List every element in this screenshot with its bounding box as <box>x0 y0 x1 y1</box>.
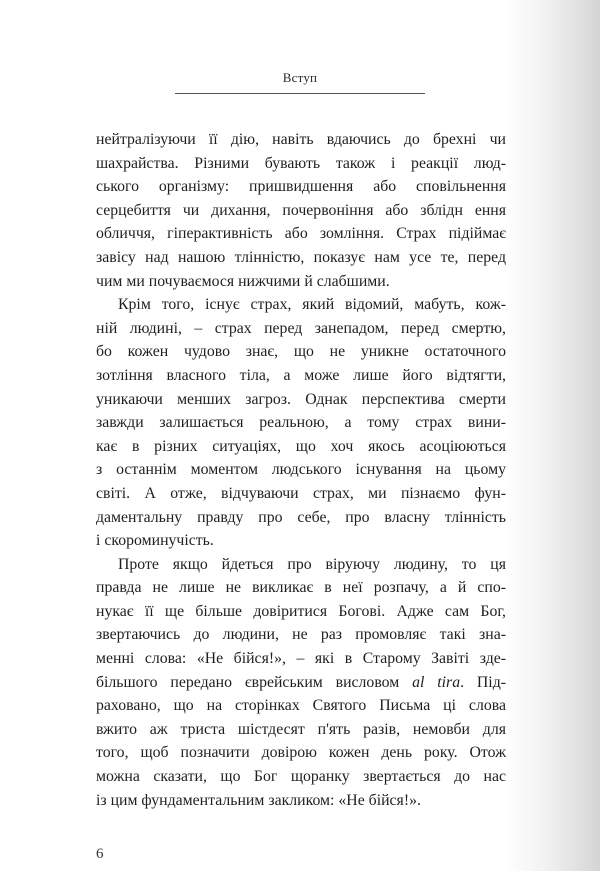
text-line: ній людині, – страх перед занепадом, перед смертю, <box>96 319 506 337</box>
text-line: кає в різних ситуаціях, що хоч якось асоціюються <box>96 437 506 455</box>
text-line: світі. А отже, відчуваючи страх, ми пізнаємо фун- <box>96 484 506 502</box>
text-line: уникаючи менших загроз. Однак перспектива смерти <box>96 390 506 408</box>
text-line: можна сказати, що Бог щоранку звертається до нас <box>96 768 506 786</box>
text-line: і скороминучість. <box>96 532 214 550</box>
text-line: завжди залишається реальною, а тому страх вини- <box>96 414 506 432</box>
text-line: обличчя, гіперактивність або зомління. Страх підіймає <box>96 225 506 243</box>
text-line: завісу над нашою тлінністю, показує нам усе те, перед <box>96 248 506 266</box>
paragraph-3 <box>96 553 506 813</box>
text-line: з останнім моментом людського існування на цьому <box>96 461 506 479</box>
text-line: шахрайства. Різними бувають також і реакції люд- <box>96 154 506 172</box>
text-line: вжито аж триста шістдесят п'ять разів, немовби для <box>96 720 506 738</box>
text-line: раховано, що на сторінках Святого Письма ці слова <box>96 697 506 715</box>
text-line: серцебиття чи дихання, почервоніння або зблідн ення <box>96 201 506 219</box>
italic-term: al tira <box>412 673 461 691</box>
header-rule <box>175 93 425 94</box>
text-line: ського організму: пришвидшення або сповільнення <box>96 178 506 196</box>
paragraph-2 <box>96 293 506 553</box>
text-line: чим ми почуваємося нижчими й слабшими. <box>96 272 390 290</box>
text-line: Крім того, існує страх, який відомий, мабуть, кож- <box>118 296 506 314</box>
text-line: нейтралізуючи її дію, навіть вдаючись до брехні чи <box>96 131 506 148</box>
text-line: нукає її ще більше довіритися Богові. Адже сам Бог, <box>96 602 506 620</box>
text-line: Проте якщо йдеться про віруючу людину, то ця <box>118 555 506 573</box>
text-line: звертаючись до людини, не раз промовляє такі зна- <box>96 626 506 644</box>
text-segment: більшого передано єврейським висловом <box>96 673 413 691</box>
text-line: даментальну правду про себе, про власну тлінність <box>96 508 506 526</box>
running-head: Вступ <box>282 70 318 85</box>
text-line: правда не лише не викликає в неї розпачу, а й спо- <box>96 579 506 597</box>
text-line: менні слова: «Не бійся!», – які в Старому Завіті зде- <box>96 650 506 668</box>
page-number: 6 <box>96 846 104 862</box>
paragraph-1 <box>96 128 506 293</box>
text-line: того, щоб позначити довірою кожен день року. Отож <box>96 744 506 762</box>
text-line: із цим фундаментальним закликом: «Не бійся!». <box>96 791 421 809</box>
text-line: бо кожен чудово знає, що не уникне остаточного <box>96 343 506 361</box>
text-segment: . Під- <box>460 673 506 691</box>
text-line <box>96 671 506 695</box>
body-text <box>96 128 506 812</box>
text-line: зотління власного тіла, а може лише його відтягти, <box>96 366 506 384</box>
